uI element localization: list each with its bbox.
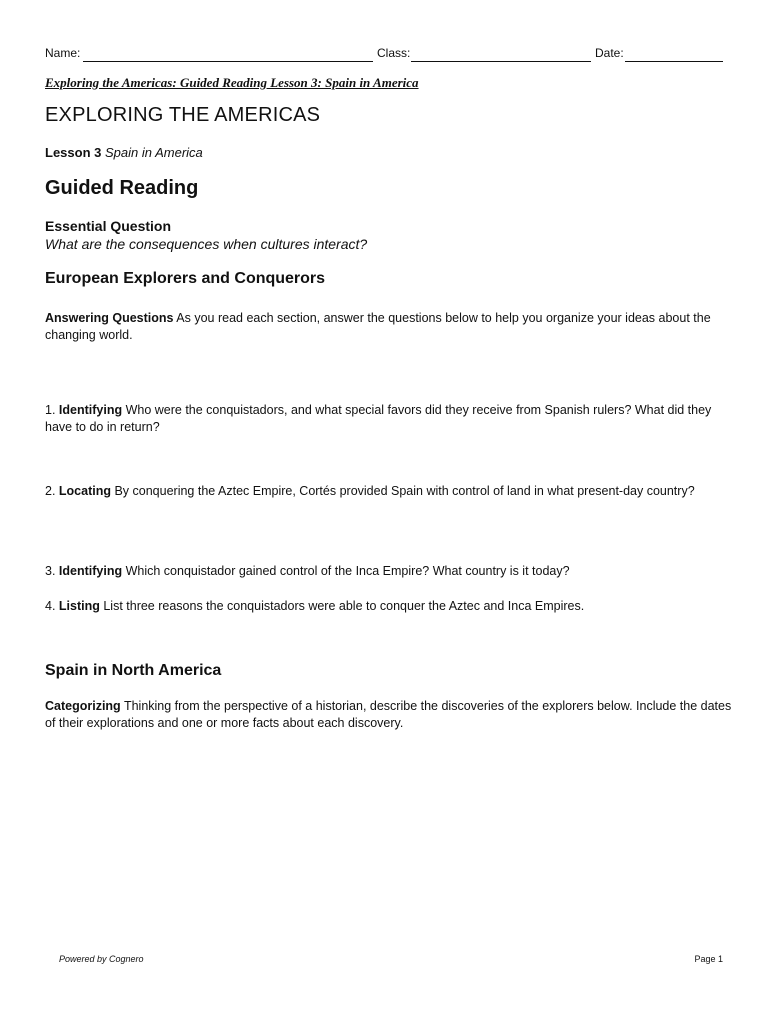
student-info-header	[45, 46, 725, 64]
question-4	[45, 598, 735, 615]
question-number: 4.	[45, 599, 59, 613]
intro-label: Answering Questions	[45, 311, 174, 325]
categorizing-intro	[45, 698, 735, 732]
question-1	[45, 402, 735, 436]
question-text: By conquering the Aztec Empire, Cortés provided Spain with control of land in what present-day country?	[111, 484, 695, 498]
lesson-name: Spain in America	[104, 145, 203, 160]
document-subtitle: Exploring the Americas: Guided Reading Lesson 3: Spain in America	[45, 75, 419, 90]
date-label: Date:	[595, 46, 624, 60]
question-text: List three reasons the conquistadors were able to conquer the Aztec and Inca Empires.	[99, 599, 585, 613]
question-3	[45, 563, 735, 580]
essential-question-text: What are the consequences when cultures interact?	[45, 236, 368, 252]
document-title: EXPLORING THE AMERICAS	[45, 104, 321, 126]
lesson-line	[45, 145, 203, 160]
intro-label: Categorizing	[45, 699, 121, 713]
intro-text: As you read each section, answer the questions below to help you organize your ideas about the changing world.	[45, 311, 711, 342]
intro-text: Thinking from the perspective of a historian, describe the discoveries of the explorers below. Include the dates of their explorations and one or more facts about each discovery.	[45, 699, 732, 730]
name-field-line[interactable]	[83, 61, 373, 62]
question-text: Who were the conquistadors, and what special favors did they receive from Spanish rulers? What did they have to do in return?	[45, 403, 712, 434]
question-number: 1.	[45, 403, 59, 417]
section-heading-north-america: Spain in North America	[45, 662, 222, 679]
section-heading-explorers: European Explorers and Conquerors	[45, 270, 326, 287]
name-label: Name:	[45, 46, 81, 60]
question-label: Locating	[58, 484, 111, 498]
question-number: 3.	[45, 564, 59, 578]
page-number: Page 1	[694, 954, 723, 964]
guided-reading-heading: Guided Reading	[45, 177, 199, 199]
question-text: Which conquistador gained control of the Inca Empire? What country is it today?	[122, 564, 570, 578]
answering-questions-intro	[45, 310, 735, 344]
essential-question-label: Essential Question	[45, 218, 172, 234]
question-number: 2.	[45, 484, 59, 498]
question-label: Identifying	[58, 564, 123, 578]
powered-by-footer: Powered by Cognero	[59, 954, 144, 964]
question-label: Listing	[58, 599, 100, 613]
question-label: Identifying	[58, 403, 123, 417]
lesson-label: Lesson 3	[45, 145, 102, 160]
class-label: Class:	[377, 46, 411, 60]
class-field-line[interactable]	[411, 61, 591, 62]
question-2	[45, 483, 735, 500]
date-field-line[interactable]	[625, 61, 723, 62]
